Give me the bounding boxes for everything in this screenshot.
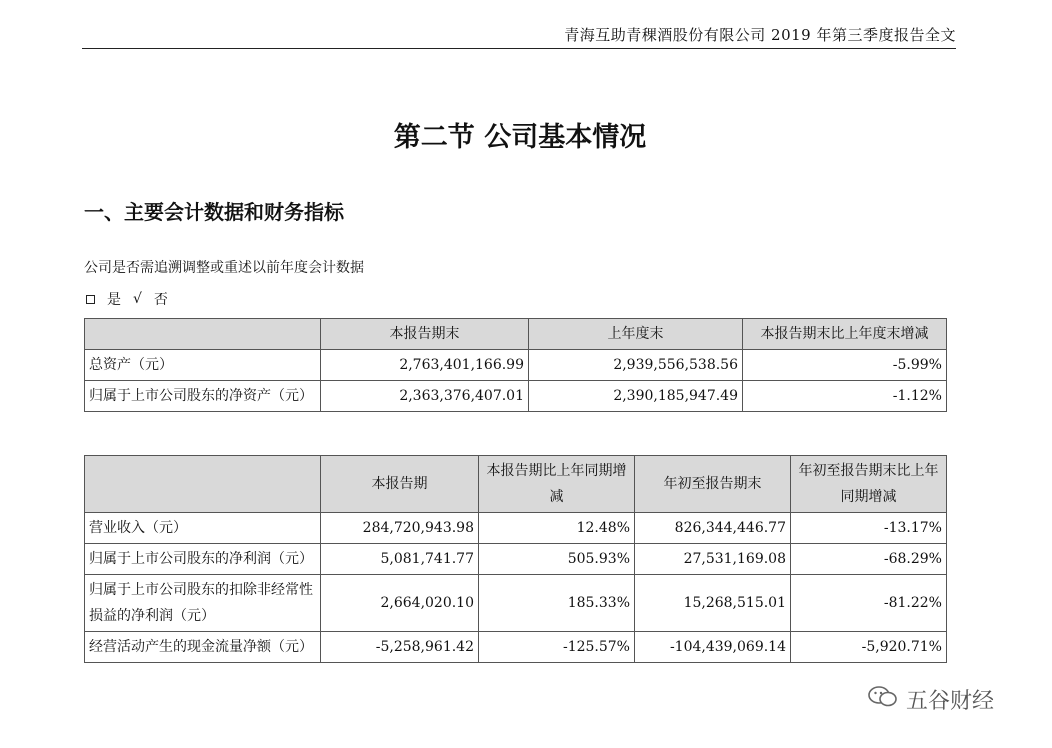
- table-row: [85, 381, 947, 412]
- cell-value: 2,363,376,407.01: [321, 381, 529, 412]
- income-table: [84, 455, 947, 663]
- table-row: [85, 544, 947, 575]
- header-rule: [82, 48, 956, 49]
- cell-value: -104,439,069.14: [635, 632, 791, 663]
- cell-value: -5,920.71%: [791, 632, 947, 663]
- row-label: 归属于上市公司股东的净利润（元）: [85, 544, 321, 575]
- table-header-row: [85, 456, 947, 513]
- header-cell: 年初至报告期末比上年同期增减: [791, 456, 947, 513]
- check-mark: √: [133, 291, 142, 307]
- row-label: 营业收入（元）: [85, 513, 321, 544]
- restatement-answer: [86, 289, 168, 309]
- yes-label: 是: [107, 292, 121, 308]
- restatement-question: 公司是否需追溯调整或重述以前年度会计数据: [84, 260, 364, 276]
- header-cell: 本报告期: [321, 456, 479, 513]
- table-row: [85, 350, 947, 381]
- cell-value: 5,081,741.77: [321, 544, 479, 575]
- checkbox-icon: [86, 295, 95, 304]
- section-title: 第二节 公司基本情况: [393, 122, 647, 153]
- balance-table: [84, 318, 947, 412]
- table-row: [85, 632, 947, 663]
- cell-value: 27,531,169.08: [635, 544, 791, 575]
- subsection-title: 一、主要会计数据和财务指标: [84, 200, 344, 224]
- no-label: 否: [153, 292, 168, 308]
- cell-value: -13.17%: [791, 513, 947, 544]
- watermark-text: 五谷财经: [906, 689, 995, 714]
- header-cell: 本报告期末: [321, 319, 529, 350]
- cell-value: 2,763,401,166.99: [321, 350, 529, 381]
- cell-value: -5.99%: [743, 350, 947, 381]
- cell-value: -68.29%: [791, 544, 947, 575]
- table-header-row: [85, 319, 947, 350]
- cell-value: 505.93%: [479, 544, 635, 575]
- cell-value: -125.57%: [479, 632, 635, 663]
- header-cell: 本报告期比上年同期增减: [479, 456, 635, 513]
- header-cell-empty: [85, 319, 321, 350]
- header-cell-empty: [85, 456, 321, 513]
- report-header-title: 青海互助青稞酒股份有限公司 2019 年第三季度报告全文: [564, 26, 956, 44]
- row-label: 经营活动产生的现金流量净额（元）: [85, 632, 321, 663]
- header-cell: 年初至报告期末: [635, 456, 791, 513]
- cell-value: 2,939,556,538.56: [529, 350, 743, 381]
- row-label: 归属于上市公司股东的扣除非经常性损益的净利润（元）: [85, 575, 321, 632]
- cell-value: 12.48%: [479, 513, 635, 544]
- cell-value: -81.22%: [791, 575, 947, 632]
- watermark: [868, 684, 994, 715]
- wechat-icon: [868, 685, 898, 715]
- header-cell: 本报告期末比上年度末增减: [743, 319, 947, 350]
- cell-value: -1.12%: [743, 381, 947, 412]
- cell-value: 2,664,020.10: [321, 575, 479, 632]
- row-label: 归属于上市公司股东的净资产（元）: [85, 381, 321, 412]
- cell-value: 284,720,943.98: [321, 513, 479, 544]
- cell-value: 185.33%: [479, 575, 635, 632]
- cell-value: 2,390,185,947.49: [529, 381, 743, 412]
- cell-value: 826,344,446.77: [635, 513, 791, 544]
- row-label: 总资产（元）: [85, 350, 321, 381]
- header-cell: 上年度末: [529, 319, 743, 350]
- table-row: [85, 513, 947, 544]
- cell-value: -5,258,961.42: [321, 632, 479, 663]
- cell-value: 15,268,515.01: [635, 575, 791, 632]
- table-row: [85, 575, 947, 632]
